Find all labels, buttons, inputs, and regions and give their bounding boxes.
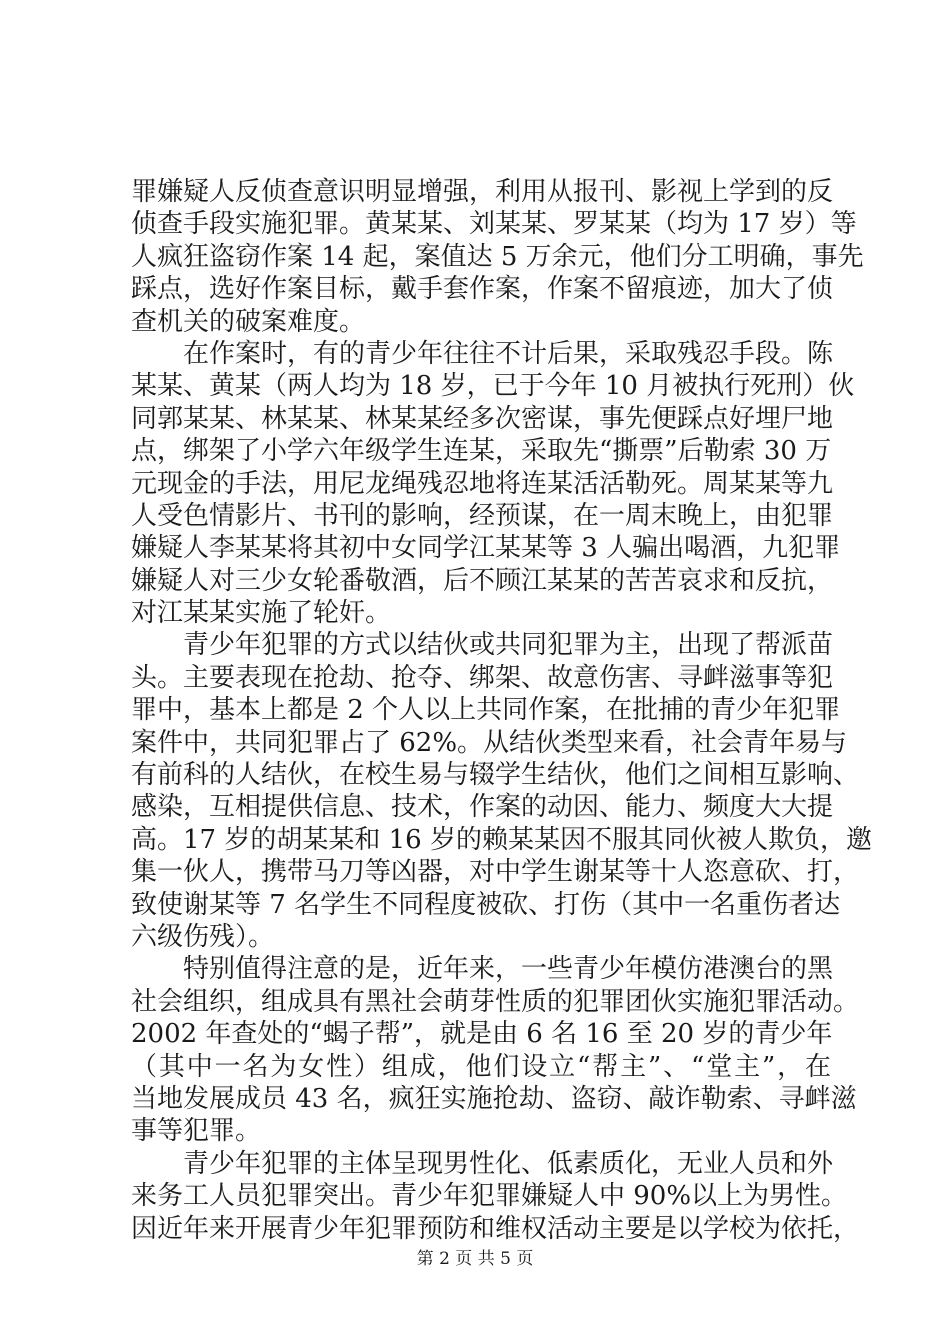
text-line: 2002 年查处的“蝎子帮”，就是由 6 名 16 至 20 岁的青少年 [131, 1019, 833, 1050]
text-line: 罪中，基本上都是 2 个人以上共同作案，在批捕的青少年犯罪 [131, 695, 841, 726]
text-line: 某某、黄某（两人均为 18 岁，已于今年 10 月被执行死刑）伙 [131, 371, 855, 402]
text-line: 对江某某实施了轮奸。 [131, 598, 392, 629]
paragraph-first-line: 特别值得注意的是，近年来，一些青少年模仿港澳台的黑 [183, 954, 834, 985]
text-line: 嫌疑人李某某将其初中女同学江某某等 3 人骗出喝酒，九犯罪 [131, 533, 841, 564]
text-line: 感染，互相提供信息、技术，作案的动因、能力、频度大大提 [131, 792, 834, 823]
text-line: 事等犯罪。 [131, 1116, 262, 1147]
page-footer: 第 2 页 共 5 页 [416, 1249, 534, 1269]
paragraph-first-line: 青少年犯罪的方式以结伙或共同犯罪为主，出现了帮派苗 [183, 630, 834, 661]
text-line: 六级伤残）。 [131, 921, 275, 952]
paragraph-first-line: 在作案时，有的青少年往往不计后果，采取残忍手段。陈 [183, 338, 834, 369]
text-line: 案件中，共同犯罪占了 62%。从结伙类型来看，社会青年易与 [131, 727, 848, 758]
text-line: 致使谢某等 7 名学生不同程度被砍、打伤（其中一名重伤者达 [131, 889, 841, 920]
body-text [131, 176, 872, 1245]
text-line: 元现金的手法，用尼龙绳残忍地将连某活活勒死。周某某等九 [131, 468, 834, 499]
text-line: 来务工人员犯罪突出。青少年犯罪嫌疑人中 90%以上为男性。 [131, 1181, 848, 1212]
text-line: 同郭某某、林某某、林某某经多次密谋，事先便踩点好埋尸地 [131, 403, 834, 434]
text-line: 因近年来开展青少年犯罪预防和维权活动主要是以学校为依托， [131, 1213, 860, 1244]
text-line: 当地发展成员 43 名，疯狂实施抢劫、盗窃、敲诈勒索、寻衅滋 [131, 1083, 857, 1114]
text-line: 侦查手段实施犯罪。黄某某、刘某某、罗某某（均为 17 岁）等 [131, 209, 857, 240]
text-line: 嫌疑人对三少女轮番敬酒，后不顾江某某的苦苦哀求和反抗， [131, 565, 834, 596]
text-line: 社会组织，组成具有黑社会萌芽性质的犯罪团伙实施犯罪活动。 [131, 986, 860, 1017]
text-line: 查机关的破案难度。 [131, 306, 366, 337]
text-line: 人受色情影片、书刊的影响，经预谋，在一周末晚上，由犯罪 [131, 500, 834, 531]
text-line: 罪嫌疑人反侦查意识明显增强，利用从报刊、影视上学到的反 [131, 177, 834, 207]
text-line: 踩点，选好作案目标，戴手套作案，作案不留痕迹，加大了侦 [131, 274, 834, 305]
paragraph-first-line: 青少年犯罪的主体呈现男性化、低素质化，无业人员和外 [183, 1148, 834, 1179]
text-line: 高。17 岁的胡某某和 16 岁的赖某某因不服其同伙被人欺负，邀 [131, 824, 872, 855]
text-line: 集一伙人，携带马刀等凶器，对中学生谢某等十人恣意砍、打， [131, 857, 860, 888]
text-line: （其中一名为女性）组成，他们设立“帮主”、“堂主”，在 [131, 1051, 831, 1082]
text-line: 点，绑架了小学六年级学生连某，采取先“撕票”后勒索 30 万 [131, 436, 832, 467]
text-line: 头。主要表现在抢劫、抢夺、绑架、故意伤害、寻衅滋事等犯 [131, 662, 834, 693]
text-line: 有前科的人结伙，在校生易与辍学生结伙，他们之间相互影响、 [131, 760, 860, 791]
text-line: 人疯狂盗窃作案 14 起，案值达 5 万余元，他们分工明确，事先 [131, 241, 864, 272]
